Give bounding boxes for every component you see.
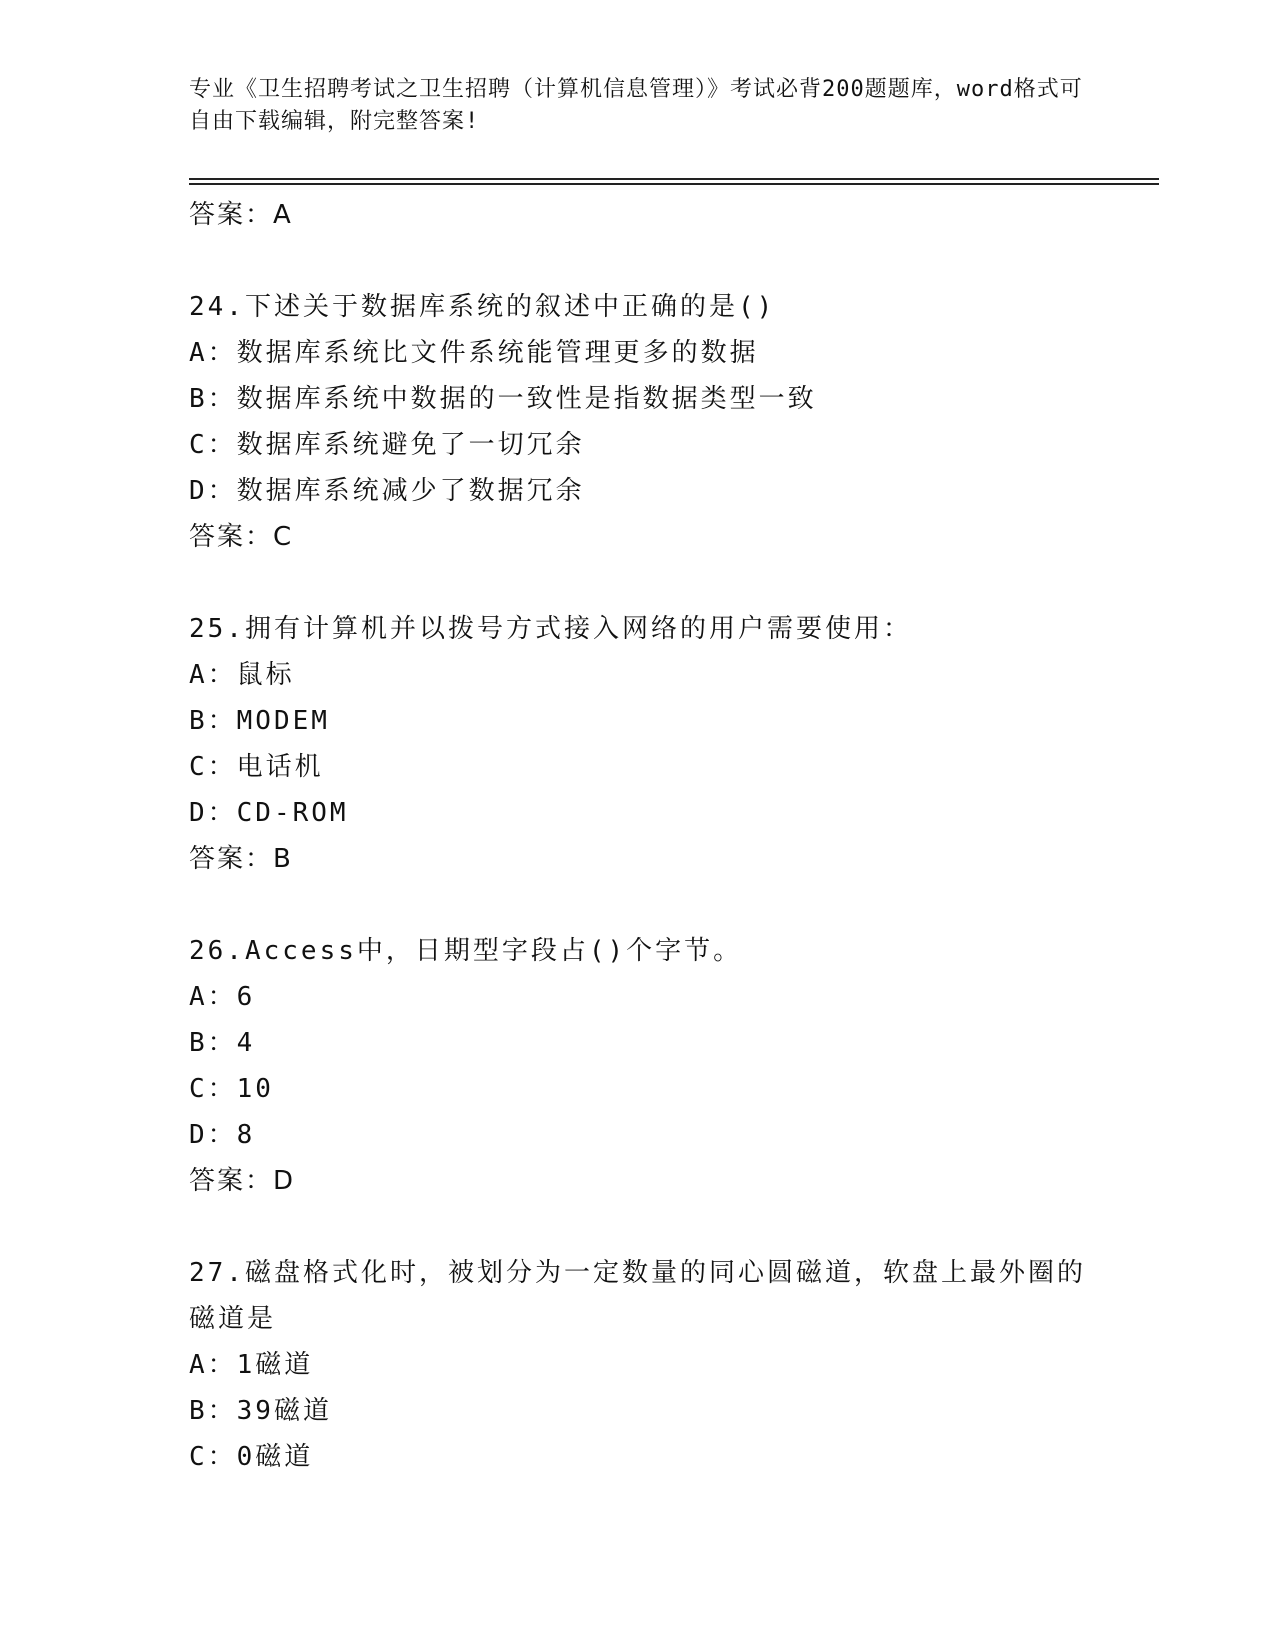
option-a: A：鼠标 [189, 660, 295, 690]
option-d: D：数据库系统减少了数据冗余 [189, 476, 585, 506]
option-c: C：电话机 [189, 752, 324, 782]
question-26 [189, 928, 1189, 1204]
option-c: C：10 [189, 1074, 274, 1104]
option-d: D：CD-ROM [189, 798, 349, 828]
answer-line: 答案：B [189, 844, 293, 874]
option-b: B：4 [189, 1028, 256, 1058]
header-divider-top [189, 178, 1159, 180]
question-stem: 24.下述关于数据库系统的叙述中正确的是() [189, 292, 776, 322]
question-stem: 25.拥有计算机并以拨号方式接入网络的用户需要使用： [189, 614, 912, 644]
document-header: 专业《卫生招聘考试之卫生招聘（计算机信息管理）》考试必背200题题库，word格式可自由下载编辑，附完整答案! [189, 77, 1083, 134]
question-25 [189, 606, 1189, 882]
spacer [189, 560, 1189, 606]
answer-line: 答案：C [189, 522, 294, 552]
option-a: A：1磁道 [189, 1350, 314, 1380]
answer-line: 答案：D [189, 1166, 296, 1196]
question-list [189, 192, 1189, 1480]
option-a: A：6 [189, 982, 256, 1012]
option-c: C：数据库系统避免了一切冗余 [189, 430, 585, 460]
header-divider-bottom [189, 183, 1159, 185]
spacer [189, 1204, 1189, 1250]
option-b: B：39磁道 [189, 1396, 332, 1426]
option-c: C：0磁道 [189, 1442, 314, 1472]
question-stem: 27.磁盘格式化时，被划分为一定数量的同心圆磁道，软盘上最外圈的磁道是 [189, 1258, 1086, 1334]
question-27 [189, 1250, 1189, 1480]
question-24 [189, 284, 1189, 560]
option-d: D：8 [189, 1120, 256, 1150]
question-stem: 26.Access中，日期型字段占()个字节。 [189, 936, 743, 966]
option-b: B：MODEM [189, 706, 330, 736]
option-b: B：数据库系统中数据的一致性是指数据类型一致 [189, 384, 817, 414]
spacer [189, 882, 1189, 928]
spacer [189, 238, 1189, 284]
option-a: A：数据库系统比文件系统能管理更多的数据 [189, 338, 759, 368]
answer-line: 答案：A [189, 200, 293, 230]
